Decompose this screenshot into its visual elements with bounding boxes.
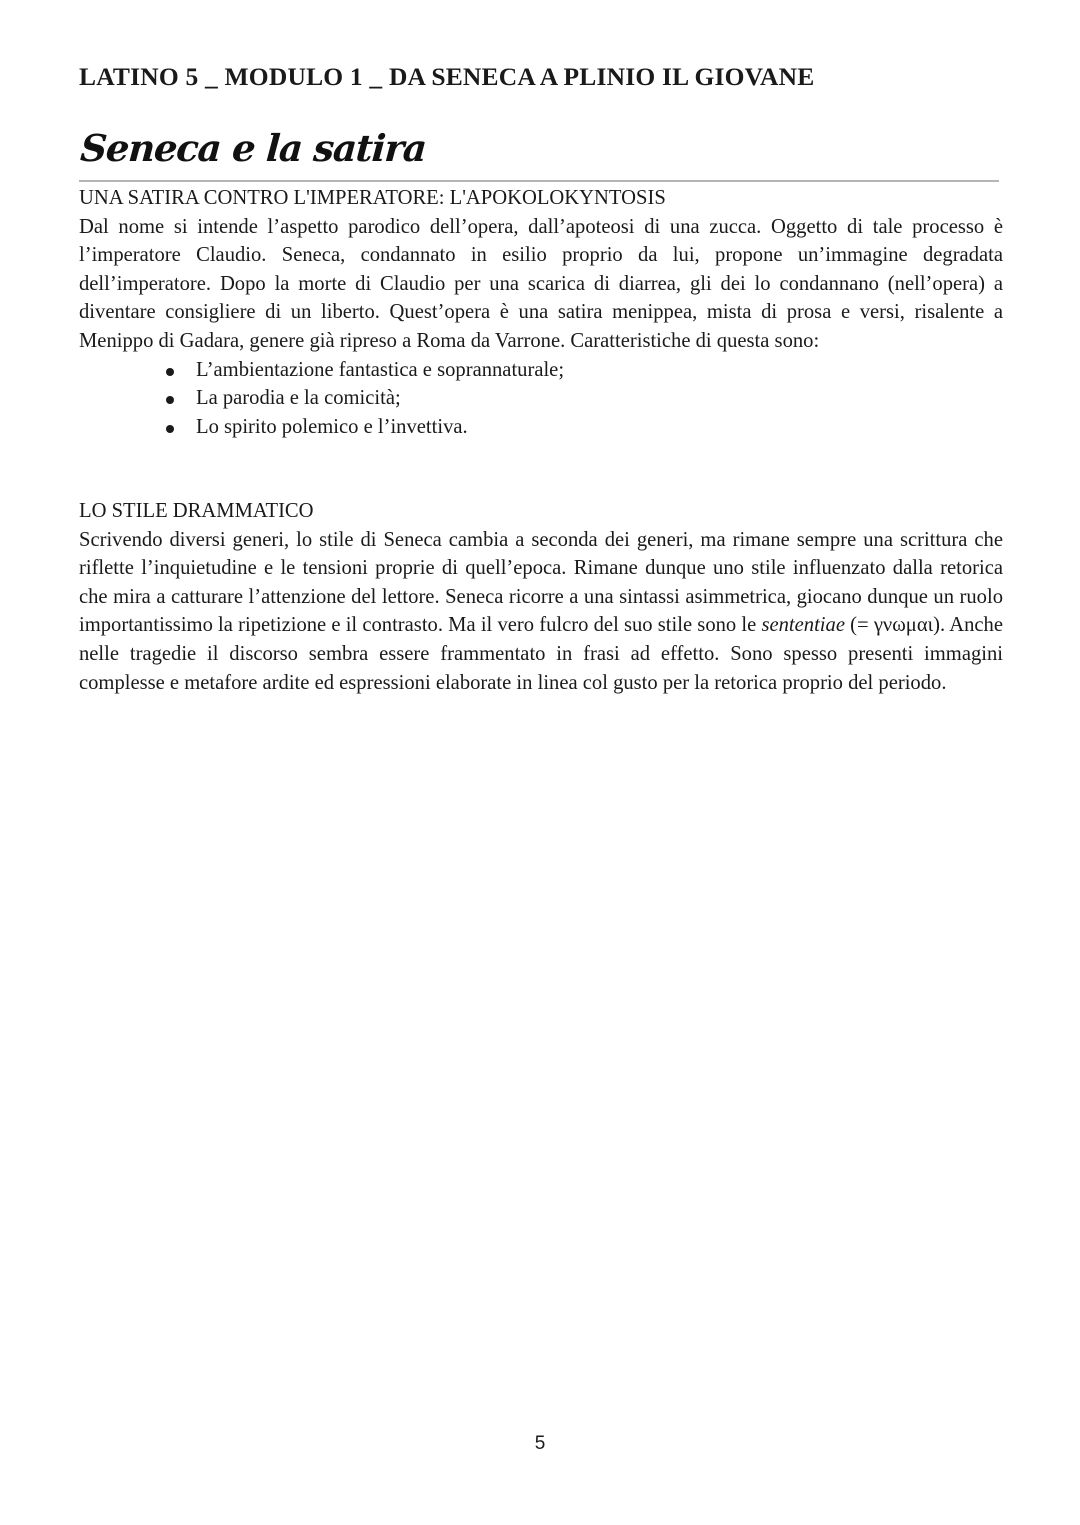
italic-term: sententiae <box>761 614 845 637</box>
section-paragraph <box>79 526 1003 698</box>
section-paragraph: Dal nome si intende l’aspetto parodico dell’opera, dall’apoteosi di una zucca. Oggetto di tale processo è l’imperatore Claudio. Seneca, condannato in esilio proprio da lui, propone un’immagine degradata dell’imperatore. Dopo la morte di Claudio per una scarica di diarrea, gli dei lo condannano (nell’opera) a diventare consigliere di un liberto. Quest’opera è una satira menippea, mista di prosa e versi, risalente a Menippo di Gadara, genere già ripreso a Roma da Varrone. Caratteristiche di questa sono: <box>79 215 1003 352</box>
section-heading: UNA SATIRA CONTRO L'IMPERATORE: L'APOKOLOKYNTOSIS <box>79 187 666 209</box>
list-item-text: Lo spirito polemico e l’invettiva. <box>196 415 468 438</box>
list-item <box>165 413 1003 442</box>
paragraph-text: (= γνωμαι). Anche nelle tragedie il discorso sembra essere frammentato in frasi ad effetto. Sono spesso presenti immagini complesse e metafore ardite ed espressioni elaborate in linea col gusto per la retorica proprio del periodo. <box>79 614 1003 694</box>
section-heading: LO STILE DRAMMATICO <box>79 500 314 522</box>
list-item-text: L’ambientazione fantastica e soprannaturale; <box>196 358 565 381</box>
page-title: Seneca e la satira <box>79 126 428 170</box>
title-divider <box>79 180 999 182</box>
section-stile-drammatico <box>79 497 1003 697</box>
page-number: 5 <box>534 1433 546 1454</box>
bullet-icon <box>166 425 174 433</box>
list-item <box>165 356 1003 385</box>
characteristics-list <box>79 356 1003 442</box>
list-item <box>165 384 1003 413</box>
section-apokolokyntosis <box>79 184 1003 441</box>
document-header: LATINO 5 _ MODULO 1 _ DA SENECA A PLINIO IL GIOVANE <box>79 62 815 91</box>
list-item-text: La parodia e la comicità; <box>196 387 401 410</box>
paragraph-text: Scrivendo diversi generi, lo stile di Seneca cambia a seconda dei generi, ma rimane sempre una scrittura che riflette l’inquietudine e le tensioni proprie di quell’epoca. Rimane dunque uno stile influenzato dalla retorica che mira a catturare l’attenzione del lettore. Seneca ricorre a una sintassi asimmetrica, giocano dunque un ruolo importantissimo la ripetizione e il contrasto. Ma il vero fulcro del suo stile sono le <box>79 528 1003 637</box>
bullet-icon <box>166 368 174 376</box>
bullet-icon <box>166 396 174 404</box>
